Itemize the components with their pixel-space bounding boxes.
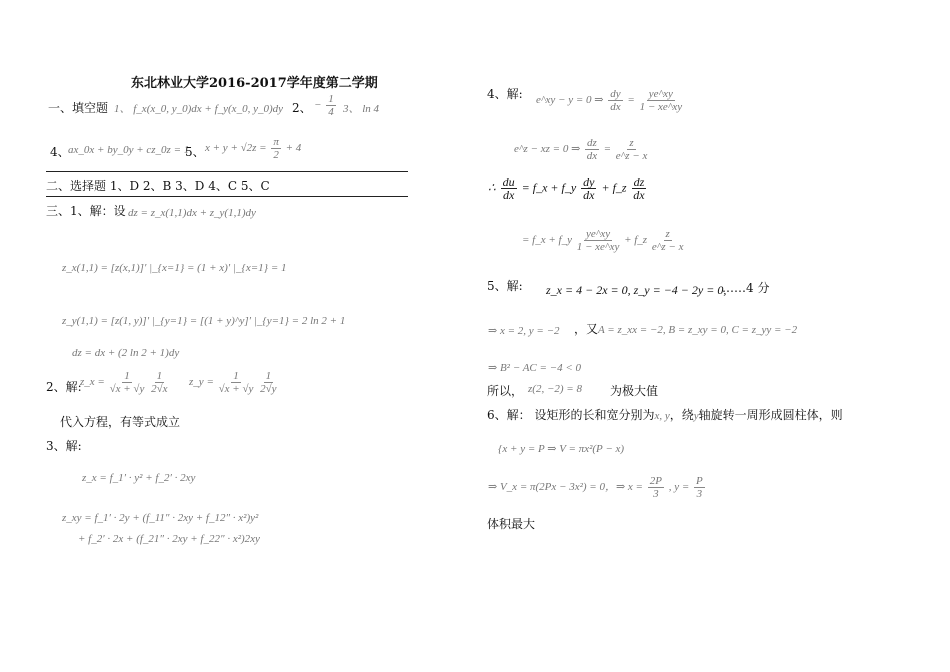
- fraction: [271, 136, 281, 161]
- equation-middle: , y =: [668, 481, 690, 494]
- fraction: [151, 370, 167, 395]
- q6-equation-1: {x + y = P ⇒ V = πx²(P − x): [498, 443, 625, 455]
- fill-blank-answer-1: 1、 f_x(x_0, y_0)dx + f_y(x_0, y_0)dy: [114, 103, 283, 115]
- equation-left: x + y + √2z =: [205, 142, 267, 155]
- q5-conclusion-math: z(2, −2) = 8: [528, 383, 582, 395]
- q6-axis-variable: y: [693, 410, 699, 422]
- q6-conclusion: 体积最大: [487, 517, 536, 531]
- q5-equation-3: A = z_xx = −2, B = z_xy = 0, C = z_yy = −2: [598, 324, 798, 336]
- numerator: P: [696, 475, 703, 487]
- q4-equation-1: [536, 88, 684, 113]
- denominator: 2√y: [260, 383, 277, 395]
- denominator: 1 − xe^xy: [576, 241, 620, 253]
- q1-equation-1: dz = z_x(1,1)dx + z_y(1,1)dy: [128, 207, 256, 219]
- fraction: [640, 88, 683, 113]
- q5-conclusion-suffix: 为极大值: [610, 384, 659, 398]
- numerator: 2P: [649, 475, 662, 487]
- numerator: dz: [633, 175, 645, 189]
- fraction: [326, 93, 336, 118]
- numerator: 1: [124, 370, 130, 382]
- q3-equation-2: z_xy = f_1′ · 2y + (f_11″ · 2xy + f_12″ · x²)y²: [62, 512, 259, 524]
- denominator: dx: [586, 150, 598, 162]
- q6-variables: x, y: [654, 410, 670, 422]
- q5-also: ，又: [574, 322, 599, 336]
- numerator: π: [273, 136, 279, 148]
- page-title: 东北林业大学2016-2017学年度第二学期: [131, 76, 378, 91]
- fill-blank-answer-4: ax_0x + by_0y + cz_0z = 1: [68, 144, 190, 156]
- equation-left: e^z − xz = 0 ⇒: [514, 143, 581, 156]
- q4-equation-2: [514, 137, 649, 162]
- q4-equation-4: [522, 228, 685, 253]
- equation-middle: + f_z: [601, 180, 627, 195]
- numerator: dz: [587, 137, 597, 149]
- q1-equation-2: z_x(1,1) = [z(x,1)]′ |_{x=1} = (1 + x)′ |_{x=1} = 1: [62, 262, 287, 274]
- numerator: dy: [610, 88, 621, 100]
- denominator: 4: [328, 106, 334, 118]
- q5-label: 5、解:: [487, 279, 523, 293]
- fill-blank-answer-5-label: 5、: [185, 145, 205, 159]
- fraction: [648, 475, 664, 500]
- equation-left: e^xy − y = 0 ⇒: [536, 94, 604, 107]
- denominator: 2: [273, 149, 279, 161]
- minus-sign: −: [314, 99, 322, 112]
- q4-label: 4、解:: [487, 87, 523, 101]
- denominator: e^z − x: [651, 241, 684, 253]
- divider-top: [46, 171, 408, 172]
- q5-score: ……4 分: [722, 281, 770, 295]
- numerator: 1: [233, 370, 239, 382]
- section-fill-blank-label: 一、填空题: [48, 101, 109, 115]
- numerator: 1: [328, 93, 334, 105]
- fraction: [577, 228, 620, 253]
- therefore-symbol: ∴: [488, 180, 496, 195]
- fill-blank-answer-5: [205, 136, 301, 161]
- q2-equation: [80, 370, 279, 395]
- q6-text: 轴旋转一周形成圆柱体，则: [698, 408, 843, 422]
- equation-left: = f_x + f_y: [522, 234, 572, 247]
- denominator: 3: [696, 488, 703, 500]
- numerator: du: [502, 175, 515, 189]
- fill-blank-answer-3: 3、 ln 4: [343, 103, 380, 115]
- denominator: 3: [653, 488, 659, 500]
- numerator: ye^xy: [648, 88, 673, 100]
- equation-right: + 4: [285, 142, 302, 155]
- fill-blank-answer-2: [314, 93, 338, 118]
- q4-equation-3: [488, 176, 648, 201]
- section-multiple-choice: 二、选择题 1、D 2、B 3、D 4、C 5、C: [46, 179, 270, 193]
- q1-equation-3: z_y(1,1) = [z(1, y)]′ |_{y=1} = [(1 + y)^y]′ |_{y=1} = 2 ln 2 + 1: [62, 315, 346, 327]
- q3-equation-1: z_x = f_1′ · y² + f_2′ · 2xy: [82, 472, 196, 484]
- fraction: [110, 370, 145, 395]
- fraction: [260, 370, 276, 395]
- q5-conclusion-prefix: 所以，: [487, 384, 524, 398]
- equation-left: ⇒ V_x = π(2Px − 3x²) = 0，⇒ x =: [488, 481, 643, 494]
- fraction: [616, 137, 648, 162]
- denominator: dx: [583, 188, 595, 202]
- numerator: 1: [265, 370, 272, 382]
- fraction: [694, 475, 705, 500]
- denominator: dx: [502, 188, 515, 202]
- equation-middle: + f_z: [624, 234, 648, 247]
- equals-sign: =: [627, 94, 635, 107]
- section-3-q1-label: 三、1、解：设: [46, 204, 126, 218]
- q6-label: 6、解：: [487, 408, 531, 422]
- numerator: 1: [156, 370, 163, 382]
- q6-equation-2: [488, 475, 707, 500]
- denominator: e^z − x: [615, 150, 648, 162]
- q6-text: 设矩形的长和宽分别为: [534, 408, 655, 422]
- fill-blank-answer-4-label: 4、: [50, 145, 70, 159]
- q5-equation-2: ⇒ x = 2, y = −2: [488, 325, 560, 337]
- zy-label: z_y =: [189, 376, 214, 389]
- q5-equation-4: ⇒ B² − AC = −4 < 0: [488, 362, 582, 374]
- numerator: ye^xy: [585, 228, 611, 240]
- denominator: √x + √y: [218, 383, 254, 395]
- q5-equation-1: z_x = 4 − 2x = 0, z_y = −4 − 2y = 0,: [546, 283, 727, 297]
- zx-label: z_x =: [80, 376, 105, 389]
- denominator: 2√x: [151, 383, 168, 395]
- denominator: √x + √y: [109, 383, 145, 395]
- fraction: [608, 88, 622, 113]
- numerator: z: [665, 228, 670, 240]
- q2-label: 2、解:: [46, 380, 82, 394]
- fraction: [585, 137, 599, 162]
- q6-text: ，绕: [669, 408, 694, 422]
- q3-label: 3、解:: [46, 439, 82, 453]
- numerator: dy: [583, 175, 595, 189]
- equation-middle: = f_x + f_y: [521, 180, 577, 195]
- denominator: dx: [633, 188, 645, 202]
- q1-equation-4: dz = dx + (2 ln 2 + 1)dy: [72, 347, 180, 359]
- q6-problem-statement: [487, 406, 843, 423]
- denominator: dx: [610, 101, 621, 113]
- q2-conclusion: 代入方程，有等式成立: [60, 415, 181, 429]
- fraction: [632, 176, 647, 201]
- q3-equation-3: + f_2′ · 2x + (f_21″ · 2xy + f_22″ · x²)2xy: [78, 533, 260, 545]
- fraction: [581, 176, 596, 201]
- fraction: [501, 176, 517, 201]
- fraction: [652, 228, 684, 253]
- numerator: z: [629, 137, 634, 149]
- fraction: [219, 370, 254, 395]
- denominator: 1 − xe^xy: [639, 101, 683, 113]
- equals-sign: =: [603, 143, 611, 156]
- divider-bottom: [46, 196, 408, 197]
- fill-blank-answer-2-label: 2、: [292, 101, 312, 115]
